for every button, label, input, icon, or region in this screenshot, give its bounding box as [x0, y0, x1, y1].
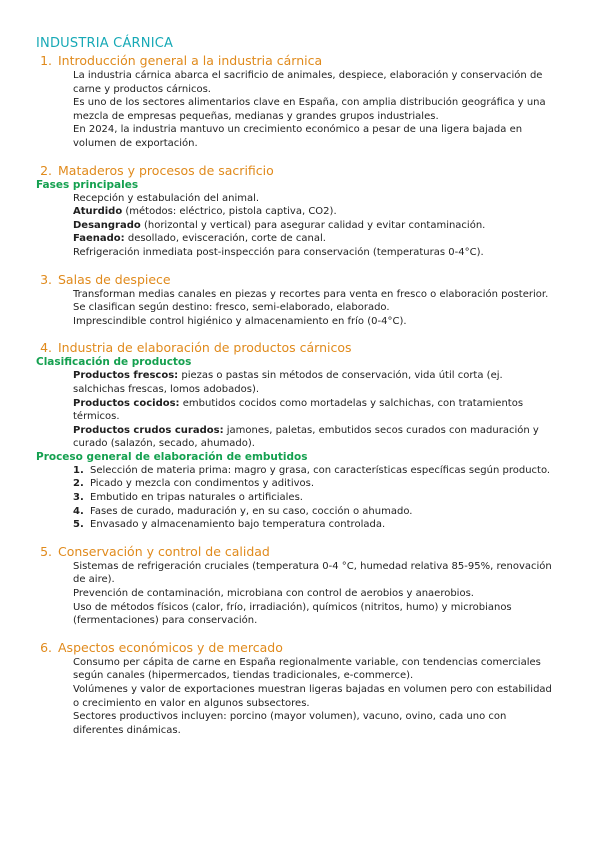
phase-item	[73, 205, 566, 219]
phase-text: Refrigeración inmediata post-inspección para conservación (temperaturas 0-4°C).	[73, 246, 484, 258]
process-step	[73, 477, 566, 491]
paragraph: Se clasifican según destino: fresco, semi-elaborado, elaborado.	[73, 302, 390, 314]
step-text: Envasado y almacenamiento bajo temperatura controlada.	[90, 519, 386, 531]
paragraph: Es uno de los sectores alimentarios clave en España, con amplia distribución geográfica y una mezcla de empresas pequeñas, medianas y grandes grupos industriales.	[73, 97, 546, 122]
section-title: Mataderos y procesos de sacrificio	[58, 162, 274, 178]
step-number: 4.	[73, 505, 84, 517]
paragraph: Volúmenes y valor de exportaciones muestran ligeras bajadas en volumen pero con estabilidad o crecimiento en valor en algunos subsectores.	[73, 684, 552, 709]
section-title: Salas de despiece	[58, 271, 171, 287]
step-text: Embutido en tripas naturales o artificiales.	[90, 492, 303, 504]
paragraph: La industria cárnica abarca el sacrificio de animales, despiece, elaboración y conservación de carne y productos cárnicos.	[73, 70, 543, 95]
phase-term: Desangrado	[73, 219, 141, 231]
paragraph: Sistemas de refrigeración cruciales (temperatura 0-4 °C, humedad relativa 85-95%, renovación de aire).	[73, 560, 552, 586]
phase-item	[73, 246, 566, 260]
section-number: 1.	[40, 53, 52, 68]
section-heading	[36, 272, 566, 287]
section-heading	[36, 53, 566, 68]
subsection-heading: Fases principales	[36, 178, 139, 191]
process-step	[73, 518, 566, 532]
step-text: Picado y mezcla con condimentos y aditivos.	[90, 478, 315, 490]
section-economia-mercado	[36, 640, 566, 738]
step-number: 1.	[73, 464, 84, 476]
section-heading	[36, 340, 566, 355]
product-item	[73, 397, 566, 424]
section-title: Introducción general a la industria cárnica	[58, 53, 323, 68]
paragraph: Uso de métodos físicos (calor, frío, irradiación), químicos (nitritos, humo) y microbianos (fermentaciones) para conservación.	[73, 601, 512, 627]
document-title: INDUSTRIA CÁRNICA	[36, 36, 174, 51]
section-heading	[36, 544, 566, 559]
section-conservacion	[36, 544, 566, 628]
section-mataderos	[36, 163, 566, 260]
phase-text: desollado, evisceración, corte de canal.	[124, 233, 326, 245]
step-number: 5.	[73, 519, 84, 531]
section-number: 4.	[40, 340, 52, 356]
section-title: Industria de elaboración de productos cárnicos	[58, 340, 352, 356]
product-term: Productos frescos:	[73, 370, 179, 382]
section-number: 3.	[40, 271, 52, 287]
step-text: Selección de materia prima: magro y grasa, con características específicas según producto.	[90, 464, 551, 476]
paragraph: Consumo per cápita de carne en España regionalmente variable, con tendencias comerciales según canales (hipermercados, tiendas tradicionales, e-commerce).	[73, 656, 541, 682]
section-number: 6.	[40, 639, 52, 655]
product-text: embutidos cocidos como mortadelas y salchichas, con tratamientos térmicos.	[73, 397, 524, 423]
section-number: 2.	[40, 162, 52, 178]
paragraph: En 2024, la industria mantuvo un crecimiento económico a pesar de una ligera bajada en volumen de exportación.	[73, 124, 523, 149]
phase-item	[73, 232, 566, 246]
paragraph: Prevención de contaminación, microbiana con control de aerobios y anaerobios.	[73, 588, 474, 600]
product-term: Productos cocidos:	[73, 397, 180, 409]
process-step	[73, 464, 566, 478]
paragraph: Imprescindible control higiénico y almacenamiento en frío (0-4°C).	[73, 315, 407, 327]
section-salas-despiece	[36, 272, 566, 329]
section-elaboracion	[36, 340, 566, 532]
product-text: jamones, paletas, embutidos secos curados con maduración y curado (salazón, secado, ahumado).	[73, 424, 539, 450]
section-number: 5.	[40, 543, 52, 559]
phase-text: (horizontal y vertical) para asegurar calidad y evitar contaminación.	[140, 219, 486, 231]
section-introduccion	[36, 53, 566, 151]
section-heading	[36, 163, 566, 178]
paragraph: Sectores productivos incluyen: porcino (mayor volumen), vacuno, ovino, cada uno con diferentes dinámicas.	[73, 711, 507, 736]
process-step	[73, 491, 566, 505]
product-text: piezas o pastas sin métodos de conservación, vida útil corta (ej. salchichas frescas, lomos adobados).	[73, 370, 503, 395]
phase-item	[73, 219, 566, 233]
step-number: 2.	[73, 478, 84, 490]
product-item	[73, 369, 566, 396]
product-term: Productos crudos curados:	[73, 424, 224, 436]
phase-item	[73, 192, 566, 206]
phase-text: Recepción y estabulación del animal.	[73, 192, 260, 204]
phase-text: (métodos: eléctrico, pistola captiva, CO2).	[122, 206, 337, 218]
step-number: 3.	[73, 492, 84, 504]
subsection-heading: Proceso general de elaboración de embutidos	[36, 450, 308, 463]
phase-term: Aturdido	[73, 206, 123, 218]
product-item	[73, 424, 566, 451]
process-step	[73, 505, 566, 519]
process-steps	[73, 464, 566, 532]
document	[36, 36, 566, 749]
phase-term: Faenado:	[73, 233, 125, 245]
section-title: Conservación y control de calidad	[58, 543, 270, 559]
subsection-heading: Clasificación de productos	[36, 356, 192, 369]
section-title: Aspectos económicos y de mercado	[58, 639, 283, 655]
section-heading	[36, 640, 566, 655]
paragraph: Transforman medias canales en piezas y recortes para venta en fresco o elaboración posterior.	[73, 288, 549, 300]
step-text: Fases de curado, maduración y, en su caso, cocción o ahumado.	[90, 505, 413, 517]
